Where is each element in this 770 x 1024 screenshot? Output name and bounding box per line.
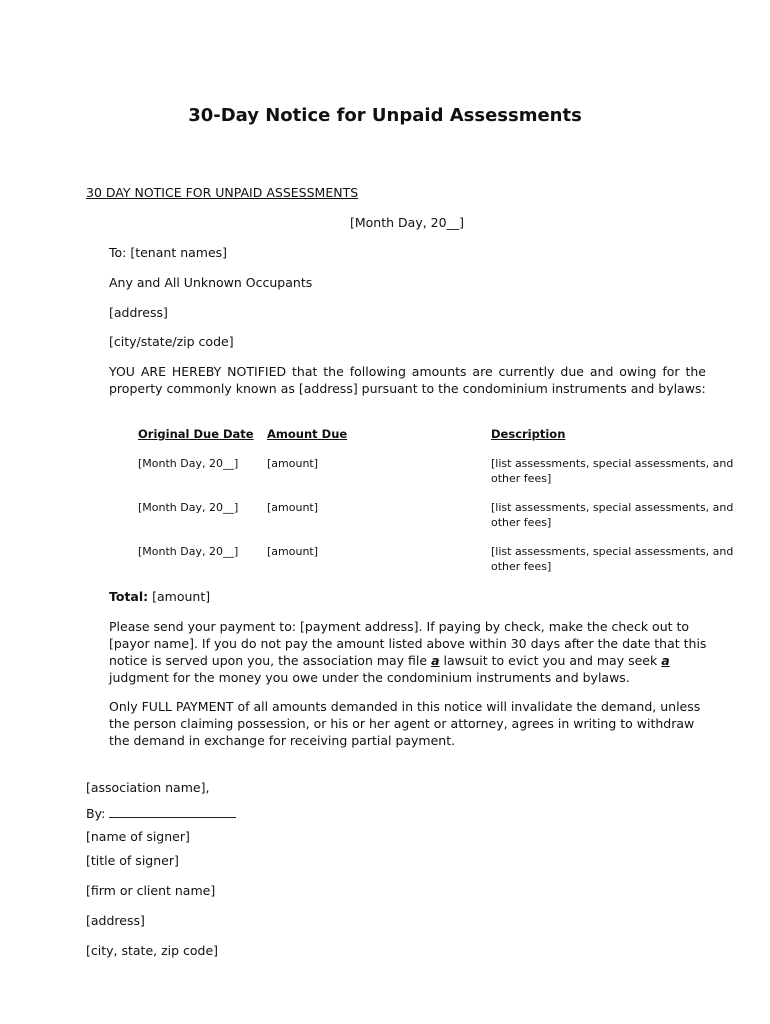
row-3-amount: [amount] — [267, 545, 319, 558]
total-value: [amount] — [148, 589, 211, 604]
recipient-address: [address] — [109, 305, 168, 320]
association-name: [association name], — [86, 780, 210, 795]
recipient-occupants: Any and All Unknown Occupants — [109, 275, 313, 290]
row-2-date: [Month Day, 20__] — [138, 501, 239, 514]
signature-by-line — [86, 805, 236, 821]
intro-paragraph: YOU ARE HEREBY NOTIFIED that the following amounts are currently due and owing for the property commonly known as [address] pursuant to the condominium instruments and bylaws: — [109, 364, 706, 396]
notice-date: [Month Day, 20__] — [350, 215, 464, 230]
row-1-description: [list assessments, special assessments, and other fees] — [491, 457, 734, 485]
row-3-description: [list assessments, special assessments, and other fees] — [491, 545, 734, 573]
payment-text-2: lawsuit to evict you and may seek — [439, 653, 662, 668]
payment-text-1: Please send your payment to: [payment address]. If paying by check, make the check out to [payor name]. If you do not pay the amount listed above within 30 days after the date that this notice is served upon you, the association may file — [109, 619, 707, 668]
full-payment-paragraph: Only FULL PAYMENT of all amounts demanded in this notice will invalidate the demand, unless the person claiming possession, or his or her agent or attorney, agrees in writing to withdraw the demand in exchange for receiving partial payment. — [109, 699, 701, 748]
firm-name: [firm or client name] — [86, 883, 216, 898]
recipient-to: To: [tenant names] — [109, 245, 228, 260]
signature-blank — [109, 805, 236, 818]
row-2-description: [list assessments, special assessments, and other fees] — [491, 501, 734, 529]
signer-name: [name of signer] — [86, 829, 190, 844]
payment-paragraph — [109, 618, 709, 686]
firm-city: [city, state, zip code] — [86, 943, 219, 958]
col-header-due-date: Original Due Date — [138, 427, 254, 441]
row-1-date: [Month Day, 20__] — [138, 457, 239, 470]
emphasis-a-1: a — [431, 653, 440, 668]
row-3-date: [Month Day, 20__] — [138, 545, 239, 558]
total-line — [109, 589, 210, 604]
recipient-city: [city/state/zip code] — [109, 334, 234, 349]
row-2-amount: [amount] — [267, 501, 319, 514]
total-label: Total: — [109, 589, 149, 604]
by-label: By: — [86, 806, 106, 821]
col-header-description: Description — [491, 427, 566, 441]
signer-title: [title of signer] — [86, 853, 179, 868]
firm-address: [address] — [86, 913, 145, 928]
col-header-amount: Amount Due — [267, 427, 348, 441]
emphasis-a-2: a — [661, 653, 670, 668]
row-1-amount: [amount] — [267, 457, 319, 470]
document-title: 30-Day Notice for Unpaid Assessments — [188, 105, 582, 126]
payment-text-3: judgment for the money you owe under the condominium instruments and bylaws. — [109, 670, 630, 685]
notice-heading: 30 DAY NOTICE FOR UNPAID ASSESSMENTS — [86, 185, 359, 200]
